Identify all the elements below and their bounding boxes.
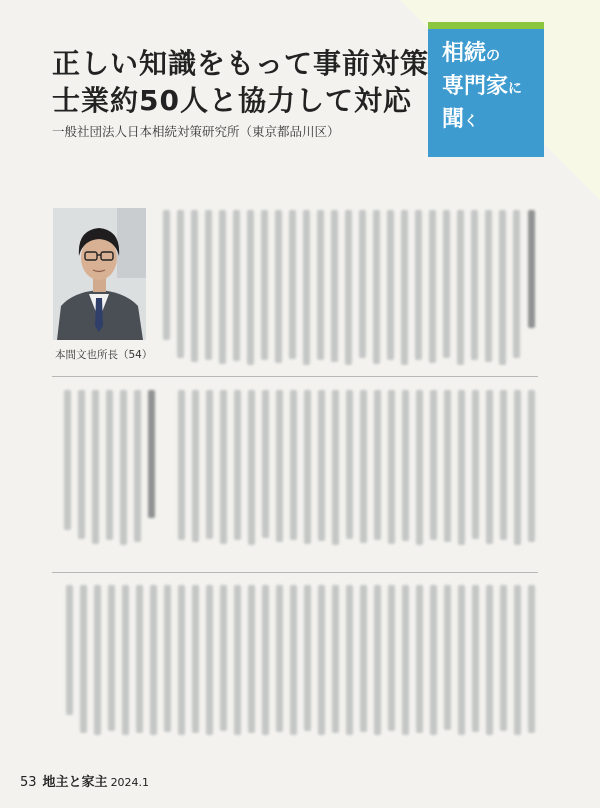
text-column [275,210,282,363]
text-column [388,585,395,731]
headline-line-1: 正しい知識をもって事前対策 [52,47,430,80]
text-column [276,585,283,732]
text-column [528,390,535,542]
text-column [290,585,297,735]
text-column [318,585,325,735]
text-column [94,585,101,735]
page-number: 53 [20,775,37,790]
section-heading-2 [148,390,155,518]
text-column [66,585,73,715]
text-column [485,210,492,362]
text-column [499,210,506,365]
section-divider-1 [52,376,538,377]
text-column [120,390,127,545]
text-column [248,585,255,733]
text-column [514,585,521,735]
text-column [290,390,297,540]
portrait-photo [53,208,146,340]
text-column [78,390,85,539]
text-column [92,390,99,544]
text-column [360,585,367,732]
text-column [401,210,408,365]
text-column [164,585,171,732]
section-heading-1 [528,210,535,328]
text-column [220,585,227,731]
text-column [248,390,255,545]
text-column [387,210,394,360]
text-column [304,390,311,544]
text-column [500,390,507,540]
text-column [429,210,436,363]
text-column [177,210,184,358]
text-column [458,585,465,735]
text-column [150,585,157,735]
text-column [317,210,324,360]
text-column [486,390,493,544]
text-column [416,585,423,733]
text-column [234,390,241,540]
text-column [471,210,478,360]
series-label-line-3: 聞く [442,107,479,132]
text-column [345,210,352,365]
text-column [64,390,71,530]
text-column [206,585,213,735]
headline-line-2: 士業約50人と協力して対応 [52,84,412,117]
text-column [457,210,464,365]
text-column [192,585,199,733]
text-column [108,585,115,731]
text-column [206,390,213,539]
text-column [233,210,240,361]
text-column [178,585,185,735]
text-column [262,390,269,538]
text-column [443,210,450,358]
portrait-illustration [53,208,146,340]
organization-name: 一般社団法人日本相続対策研究所（東京都品川区） [52,124,340,139]
text-column [346,390,353,539]
text-column [402,585,409,735]
text-column [220,390,227,544]
text-column [359,210,366,358]
text-column [261,210,268,360]
text-column [402,390,409,541]
text-column [374,390,381,540]
text-column [234,585,241,735]
text-column [331,210,338,362]
text-column [303,210,310,365]
text-column [528,585,535,733]
series-label-box [428,22,544,157]
text-column [80,585,87,733]
text-column [289,210,296,359]
series-label-line-1: 相続の [442,41,501,66]
text-column [513,210,520,358]
text-column [416,390,423,545]
text-column [163,210,170,340]
magazine-name: 地主と家主 [42,775,108,790]
text-column [444,390,451,542]
text-column [430,390,437,540]
text-column [262,585,269,735]
text-column [219,210,226,364]
text-column [444,585,451,730]
text-column [415,210,422,360]
text-column [247,210,254,365]
text-column [136,585,143,733]
text-column [106,390,113,540]
section-divider-2 [52,572,538,573]
text-column [332,390,339,545]
issue-date: 2024.1 [110,776,150,789]
text-column [514,390,521,545]
text-column [205,210,212,360]
text-column [472,585,479,732]
text-column [332,585,339,733]
text-column [472,390,479,539]
page-footer [20,771,149,790]
text-column [430,585,437,735]
text-column [192,390,199,542]
text-column [360,390,367,543]
series-label-line-2: 専門家に [442,74,523,99]
text-column [486,585,493,735]
text-column [388,390,395,544]
text-column [134,390,141,542]
text-column [276,390,283,542]
text-column [304,585,311,731]
text-column [373,210,380,364]
text-column [458,390,465,545]
text-column [500,585,507,731]
text-column [178,390,185,540]
text-column [191,210,198,362]
photo-caption: 本間文也所長（54） [55,349,153,361]
text-column [374,585,381,735]
text-column [346,585,353,735]
text-column [122,585,129,735]
text-column [318,390,325,541]
